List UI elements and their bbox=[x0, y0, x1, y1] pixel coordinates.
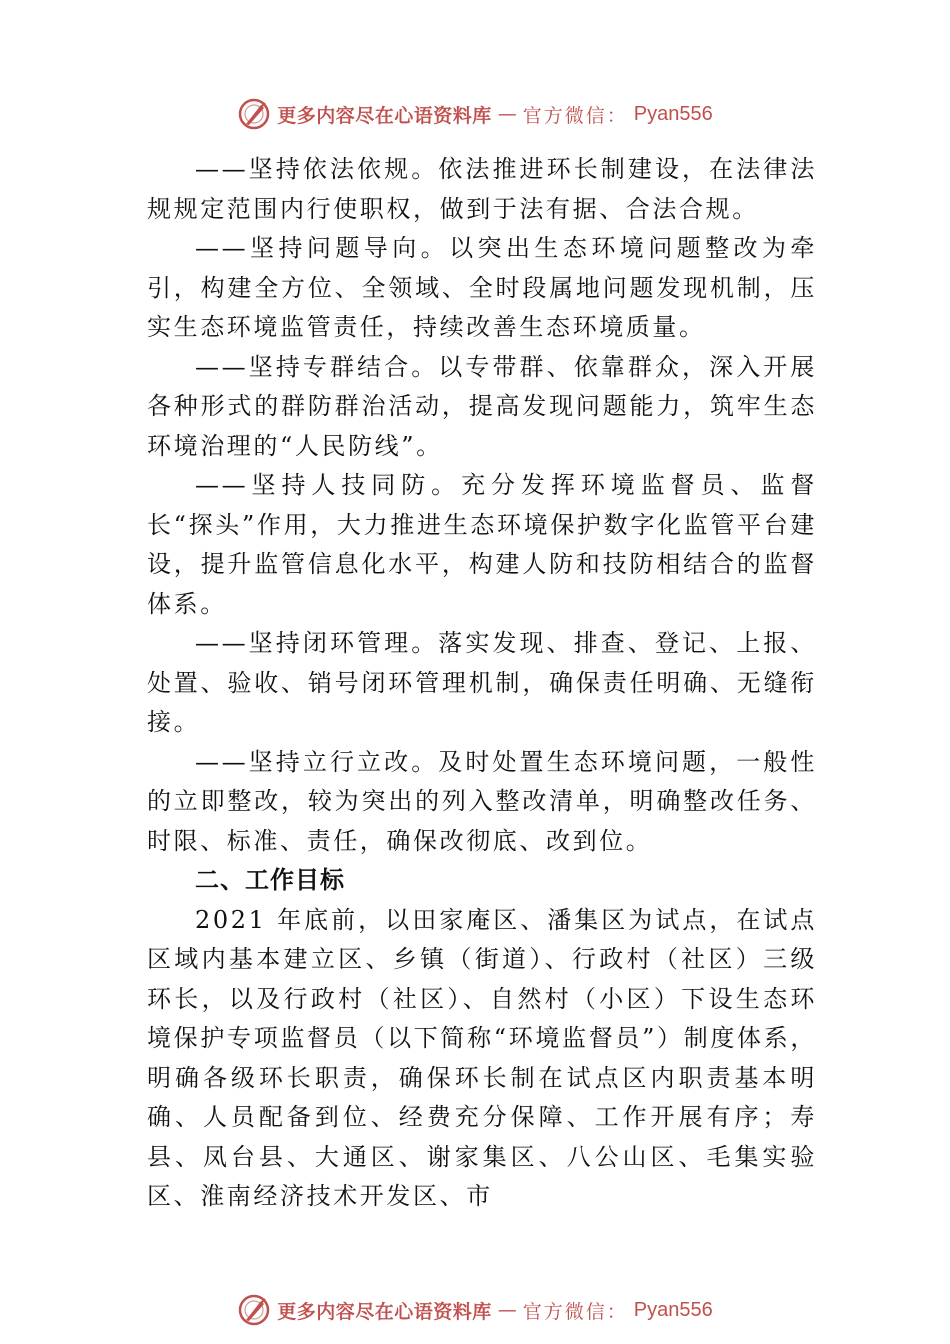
principle-paragraph: ——坚持问题导向。以突出生态环境问题整改为牵引，构建全方位、全领域、全时段属地问题发现机制，压实生态环境监管责任，持续改善生态环境质量。 bbox=[147, 234, 817, 341]
quill-logo-icon bbox=[237, 97, 271, 131]
wechat-label: 官方微信： bbox=[522, 104, 628, 127]
goal-paragraph: 2021 年底前，以田家庵区、潘集区为试点，在试点区域内基本建立区、乡镇（街道）、行政村（社区）三级环长，以及行政村（社区）、自然村（小区）下设生态环境保护专项监督员（以下简称“环境监督员”）制度体系，明确各级环长职责，确保环长制在试点区内职责基本明确、人员配备到位、经费充分保障、工作开展有序；寿县、凤台县、大通区、谢家集区、八公山区、毛集实验区、淮南经济技术开发区、市 bbox=[147, 905, 817, 1210]
site-text: 更多内容尽在心语资料库 bbox=[277, 104, 492, 127]
principle-paragraph: ——坚持闭环管理。落实发现、排查、登记、上报、处置、验收、销号闭环管理机制，确保责任明确、无缝衔接。 bbox=[147, 629, 817, 736]
principle-paragraph: ——坚持专群结合。以专带群、依靠群众，深入开展各种形式的群防群治活动，提高发现问题能力，筑牢生态环境治理的“人民防线”。 bbox=[147, 352, 817, 460]
banner-dash: — bbox=[497, 103, 517, 125]
principle-paragraph: ——坚持人技同防。充分发挥环境监督员、监督长“探头”作用，大力推进生态环境保护数字化监管平台建设，提升监管信息化水平，构建人防和技防相结合的监督体系。 bbox=[147, 471, 817, 618]
site-text: 更多内容尽在心语资料库 bbox=[277, 1300, 492, 1323]
wechat-id: Pyan556 bbox=[633, 1298, 713, 1321]
wechat-id: Pyan556 bbox=[633, 102, 713, 125]
wechat-label: 官方微信： bbox=[522, 1300, 628, 1323]
section-heading: 二、工作目标 bbox=[195, 866, 345, 894]
principle-paragraph: ——坚持依法依规。依法推进环长制建设，在法律法规规定范围内行使职权，做到于法有据、合法合规。 bbox=[147, 155, 817, 223]
header-banner bbox=[0, 94, 950, 134]
document-body bbox=[147, 150, 817, 1217]
quill-logo-icon bbox=[237, 1293, 271, 1327]
footer-banner bbox=[0, 1290, 950, 1330]
principle-paragraph: ——坚持立行立改。及时处置生态环境问题，一般性的立即整改，较为突出的列入整改清单，明确整改任务、时限、标准、责任，确保改彻底、改到位。 bbox=[147, 747, 817, 855]
banner-dash: — bbox=[497, 1299, 517, 1321]
